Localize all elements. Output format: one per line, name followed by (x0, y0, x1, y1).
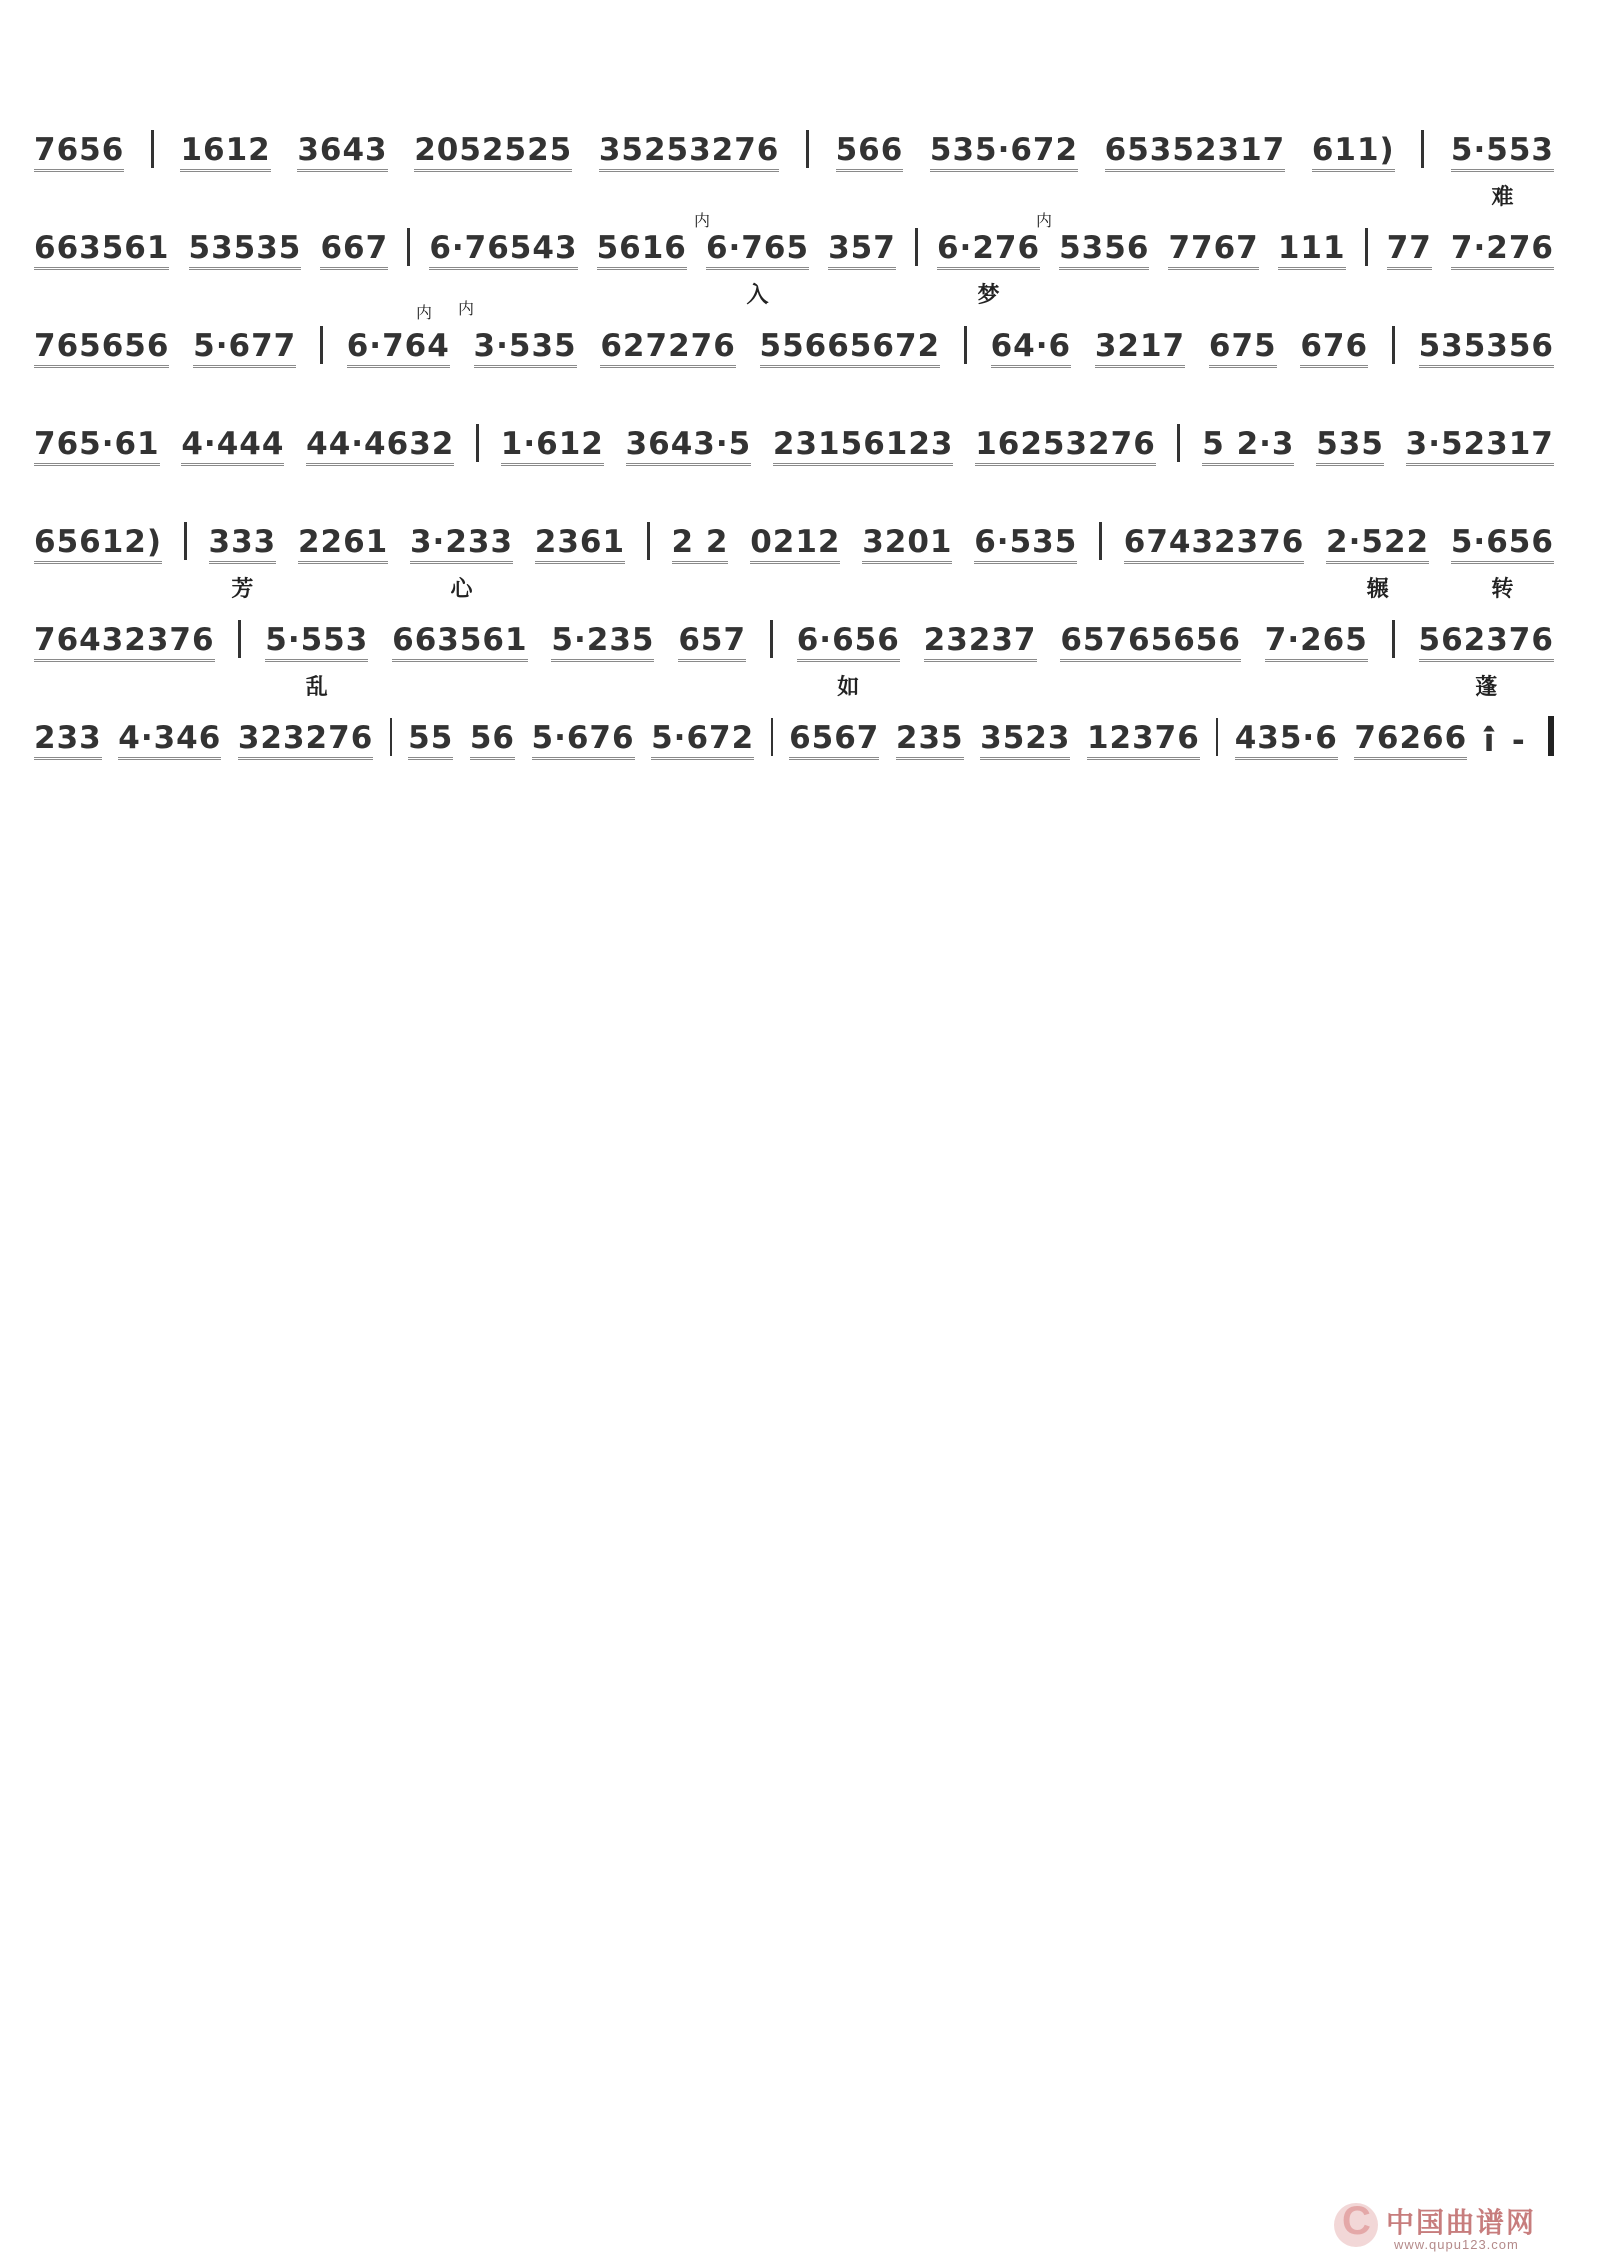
lyric-char: 转 (1491, 576, 1514, 602)
note-group: 4·346 (118, 721, 221, 760)
note-group: 7·276 (1451, 231, 1554, 270)
score-line-6 (34, 602, 1554, 712)
note-group: 5·553 (1451, 133, 1554, 172)
note-group: 6·656 (797, 623, 900, 662)
final-barline (1548, 716, 1554, 756)
notes-row (34, 308, 1554, 368)
note-group: 2·522 (1326, 525, 1429, 564)
note-group: 1·612 (501, 427, 604, 466)
score-line-5 (34, 504, 1554, 614)
barline (1392, 620, 1395, 658)
note-group: 562376 (1419, 623, 1554, 662)
barline (1392, 326, 1395, 364)
note-group: 7767 (1168, 231, 1258, 270)
note-group: 535·672 (930, 133, 1078, 172)
note-group: 3·233 (410, 525, 513, 564)
lyric-char: 如 (837, 674, 860, 700)
score-line-4 (34, 406, 1554, 516)
barline (964, 326, 967, 364)
note-group: 35253276 (599, 133, 780, 172)
note-group: 566 (836, 133, 904, 172)
lyric-char: 心 (450, 576, 473, 602)
score-line-1 (34, 112, 1554, 222)
lyric-char: 入 (746, 282, 769, 308)
notes-row (34, 700, 1554, 760)
note-group: 55665672 (760, 329, 941, 368)
barline (151, 130, 154, 168)
note-group: 5·553 (265, 623, 368, 662)
barline (1099, 522, 1102, 560)
note-group: 12376 (1087, 721, 1200, 760)
note-group: 7·265 (1265, 623, 1368, 662)
note-group: 611) (1312, 133, 1395, 172)
watermark-url: www.qupu123.com (1394, 2237, 1519, 2252)
note-group: 55 (408, 721, 453, 760)
barline (407, 228, 410, 266)
note-group: 111 (1278, 231, 1346, 270)
notes-row (34, 406, 1554, 466)
barline (1421, 130, 1424, 168)
site-logo-icon (1334, 2203, 1378, 2247)
note-group: 675 (1209, 329, 1277, 368)
annotation-nei: 内 (694, 211, 711, 230)
annotation-nei: 内 (458, 299, 475, 318)
note-group: 65612) (34, 525, 162, 564)
lyric-char: 梦 (977, 282, 1000, 308)
note-group: 56 (470, 721, 515, 760)
watermark-site-name: 中国曲谱网 (1386, 2206, 1537, 2239)
note-group: 5·235 (551, 623, 654, 662)
note-group: 5·672 (651, 721, 754, 760)
note-group: 3643 (297, 133, 387, 172)
annotation-nei: 内 (416, 303, 433, 322)
note-group: 233 (34, 721, 102, 760)
note-group: 6·535 (974, 525, 1077, 564)
note-group: 65765656 (1060, 623, 1241, 662)
note-group: 235 (896, 721, 964, 760)
note-group: 663561 (34, 231, 169, 270)
note-group: 5·676 (532, 721, 635, 760)
note-group: 0212 (750, 525, 840, 564)
note-group: 3523 (980, 721, 1070, 760)
note-group: 323276 (238, 721, 373, 760)
barline (1177, 424, 1180, 462)
note-group: 76266 (1354, 721, 1467, 760)
note-group: 76432376 (34, 623, 215, 662)
note-group: 44·4632 (306, 427, 454, 466)
note-group: 657 (678, 623, 746, 662)
barline (806, 130, 809, 168)
note-group: 333 (209, 525, 277, 564)
barline (476, 424, 479, 462)
note-group: 6·276 (937, 231, 1040, 270)
note-group: 65352317 (1105, 133, 1286, 172)
note-group: 435·6 (1235, 721, 1338, 760)
notes-row (34, 112, 1554, 172)
notes-row (34, 504, 1554, 564)
score-line-2 (34, 210, 1554, 320)
annotation-nei: 内 (1036, 211, 1053, 230)
note-group: 5356 (1059, 231, 1149, 270)
note-group: 6·76543 (429, 231, 577, 270)
note-group: 357 (828, 231, 896, 270)
note-group: 2261 (298, 525, 388, 564)
watermark (1334, 2197, 1574, 2257)
note-group: 67432376 (1124, 525, 1305, 564)
note-group: 6·764 (347, 329, 450, 368)
note-group: 3·535 (474, 329, 577, 368)
note-group: 77 (1387, 231, 1432, 270)
barline (647, 522, 650, 560)
note-group: 3201 (862, 525, 952, 564)
note-group: 16253276 (975, 427, 1156, 466)
note-group: 23156123 (773, 427, 954, 466)
lyric-char: 芳 (231, 576, 254, 602)
lyric-char: 辗 (1366, 576, 1389, 602)
score-line-3 (34, 299, 1554, 418)
barline (238, 620, 241, 658)
score-line-7 (34, 700, 1554, 810)
note-group: 535 (1316, 427, 1384, 466)
note-group: 3·52317 (1406, 427, 1554, 466)
note-group: 627276 (600, 329, 735, 368)
note-group: 2052525 (414, 133, 572, 172)
note-group: 64·6 (991, 329, 1072, 368)
note-group: 5·677 (193, 329, 296, 368)
note-group: 663561 (392, 623, 527, 662)
barline (184, 522, 187, 560)
barline (770, 620, 773, 658)
note-group: 1612 (180, 133, 270, 172)
lyric-char: 蓬 (1475, 674, 1498, 700)
note-group: 5·656 (1451, 525, 1554, 564)
note-group: 676 (1300, 329, 1368, 368)
note-group: 23237 (924, 623, 1037, 662)
note-group: 6·765 (706, 231, 809, 270)
barline (915, 228, 918, 266)
note-group: 5616 (597, 231, 687, 270)
note-group: - (1511, 722, 1526, 759)
note-group: 5 2·3 (1202, 427, 1294, 466)
note-group: 53535 (189, 231, 302, 270)
note-group: 765·61 (34, 427, 160, 466)
note-group: 4·444 (181, 427, 284, 466)
note-group: 7656 (34, 133, 124, 172)
note-group: i̇̂ (1483, 722, 1496, 759)
note-group: 765656 (34, 329, 169, 368)
barline (390, 718, 392, 756)
note-group: 2361 (535, 525, 625, 564)
notes-row (34, 210, 1554, 270)
lyric-char: 难 (1491, 184, 1514, 210)
barline (771, 718, 773, 756)
note-group: 6567 (789, 721, 879, 760)
lyric-char: 乱 (305, 674, 328, 700)
barline (320, 326, 323, 364)
note-group: 2 2 (672, 525, 729, 564)
barline (1365, 228, 1368, 266)
note-group: 667 (320, 231, 388, 270)
barline (1216, 718, 1218, 756)
note-group: 3217 (1095, 329, 1185, 368)
note-group: 535356 (1419, 329, 1554, 368)
note-group: 3643·5 (626, 427, 752, 466)
notes-row (34, 602, 1554, 662)
